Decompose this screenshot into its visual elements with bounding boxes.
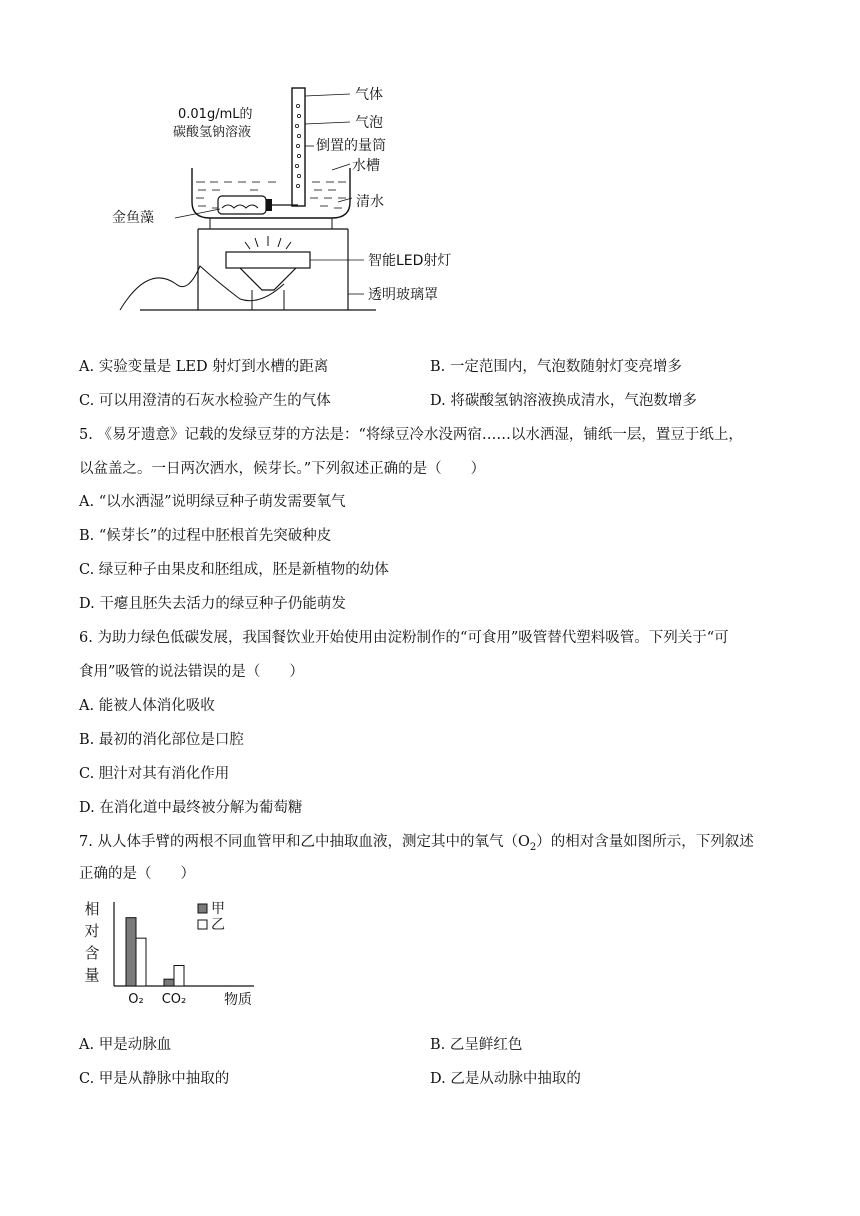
q7-option-d: D. 乙是从动脉中抽取的 [430,1071,581,1087]
led-lamp [226,252,310,268]
q7-stem-part1: 7. 从人体手臂的两根不同血管甲和乙中抽取血液，测定其中的氧气（O [79,834,530,850]
q7-stem-part2: ）的相对含量如图所示，下列叙述 [536,834,754,850]
x-axis-label: 物质 [224,992,252,1008]
x-tick-label: CO₂ [161,992,187,1007]
x-tick-label: O₂ [128,992,144,1007]
q4-option-b: B. 一定范围内，气泡数随射灯变亮增多 [430,359,682,375]
bar-甲-O₂ [126,918,136,986]
experiment-apparatus-figure [100,84,480,320]
q7-stem-line2: 正确的是（ ） [79,866,195,882]
q4-option-a: A. 实验变量是 LED 射灯到水槽的距离 [79,359,329,375]
q7-option-b: B. 乙呈鲜红色 [430,1037,523,1053]
legend-swatch-乙 [198,920,207,929]
q6-option-b: B. 最初的消化部位是口腔 [79,732,244,748]
q5-stem-line1: 5. 《易牙遗意》记载的发绿豆芽的方法是：“将绿豆冷水没两宿……以水洒湿，铺纸一层，置豆于纸上， [79,427,743,443]
oxygen-co2-bar-chart [78,896,278,1016]
q7-option-c: C. 甲是从静脉中抽取的 [79,1071,230,1087]
cover-label: 透明玻璃罩 [368,287,438,303]
q7-option-a: A. 甲是动脉血 [79,1037,172,1053]
cylinder-label: 倒置的量筒 [316,138,386,154]
y-axis-label-char: 量 [84,966,100,984]
legend-label-乙: 乙 [211,917,225,933]
q6-option-c: C. 胆汁对其有消化作用 [79,766,230,782]
q5-option-d: D. 干瘪且胚失去活力的绿豆种子仍能萌发 [79,596,346,612]
bubble-label: 气泡 [355,115,383,131]
q6-option-d: D. 在消化道中最终被分解为葡萄糖 [79,800,303,816]
bar-甲-CO₂ [164,979,174,986]
q4-option-c: C. 可以用澄清的石灰水检验产生的气体 [79,393,331,409]
q6-option-a: A. 能被人体消化吸收 [79,698,215,714]
solution-label-1: 0.01g/mL的 [178,107,253,122]
q7-stem-line1 [79,832,754,858]
y-axis-label-char: 对 [84,922,100,940]
plant-label: 金鱼藻 [112,210,154,226]
q6-stem-line1: 6. 为助力绿色低碳发展，我国餐饮业开始使用由淀粉制作的“可食用”吸管替代塑料吸管。下列关于“可 [79,630,729,646]
water-label: 清水 [356,194,384,210]
y-axis-label-char: 含 [84,944,100,962]
bar-乙-O₂ [136,938,146,986]
bar-乙-CO₂ [174,966,184,987]
led-label: 智能LED射灯 [368,253,452,269]
q7-stem-subscript: 2 [529,841,537,853]
y-axis-label-char: 相 [84,900,100,918]
q6-stem-line2: 食用”吸管的说法错误的是（ ） [79,664,304,680]
q5-option-b: B. “候芽长”的过程中胚根首先突破种皮 [79,528,332,544]
q5-option-c: C. 绿豆种子由果皮和胚组成，胚是新植物的幼体 [79,562,389,578]
q5-option-a: A. “以水洒湿”说明绿豆种子萌发需要氧气 [79,494,346,510]
q4-option-d: D. 将碳酸氢钠溶液换成清水，气泡数增多 [430,393,697,409]
gas-label: 气体 [355,87,383,103]
legend-label-甲: 甲 [211,901,225,917]
inverted-cylinder [292,88,305,206]
tank-label: 水槽 [352,158,380,174]
solution-label-2: 碳酸氢钠溶液 [173,125,252,140]
legend-swatch-甲 [198,904,207,913]
q5-stem-line2: 以盆盖之。一日两次洒水，候芽长。”下列叙述正确的是（ ） [79,461,486,477]
